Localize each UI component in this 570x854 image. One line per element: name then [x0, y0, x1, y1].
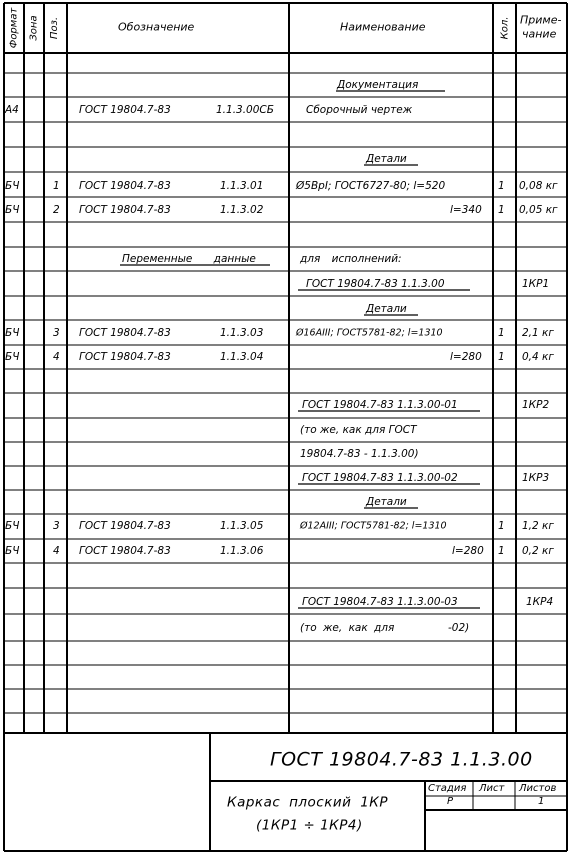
row-name: Ø16АIII; ГОСТ5781-82; l=1310 [296, 327, 443, 339]
row-designation: ГОСТ 19804.7-83 [79, 203, 171, 216]
header-zone: Зона [28, 15, 40, 41]
row-designation: ГОСТ 19804.7-83 [79, 544, 171, 557]
row-note: 1КР4 [526, 595, 554, 608]
row-position: 3 [53, 326, 60, 339]
variant-note: (то же, как для ГОСТ [300, 423, 417, 436]
row-designation: ГОСТ 19804.7-83 [79, 326, 171, 339]
row-quantity: 1 [498, 350, 505, 363]
sheets-label: Листов [519, 783, 557, 794]
row-designation-code: 1.1.3.03 [220, 326, 264, 339]
row-name: Сборочный чертеж [306, 103, 413, 116]
row-format: БЧ [5, 179, 20, 192]
variant-title: ГОСТ 19804.7-83 1.1.3.00-02 [302, 471, 458, 484]
row-designation: ГОСТ 19804.7-83 [79, 350, 171, 363]
row-note: 0,08 кг [519, 179, 558, 192]
row-note: 0,2 кг [522, 544, 554, 557]
row-name: l=340 [450, 203, 482, 216]
header-note-line1: Приме- [520, 13, 562, 27]
row-quantity: 1 [498, 203, 505, 216]
row-note: 0,05 кг [519, 203, 558, 216]
row-note: 1КР1 [522, 277, 550, 290]
header-name: Наименование [340, 20, 426, 34]
row-name: l=280 [450, 350, 482, 363]
row-format: БЧ [5, 544, 20, 557]
row-note: 0,4 кг [522, 350, 554, 363]
row-quantity: 1 [498, 326, 505, 339]
product-variants: (1КР1 ÷ 1КР4) [256, 817, 363, 834]
row-designation-code: 1.1.3.00СБ [216, 103, 274, 116]
row-quantity: 1 [498, 179, 505, 192]
row-designation: ГОСТ 19804.7-83 [79, 519, 171, 532]
variant-note: 19804.7-83 - 1.1.3.00) [300, 447, 419, 460]
row-format: БЧ [5, 203, 20, 216]
variant-title: ГОСТ 19804.7-83 1.1.3.00-03 [302, 595, 458, 608]
header-position: Поз. [49, 16, 61, 40]
row-designation-code: 1.1.3.05 [220, 519, 264, 532]
section-heading: Детали [366, 302, 407, 315]
row-note: 2,1 кг [522, 326, 554, 339]
row-position: 3 [53, 519, 60, 532]
row-designation-code: 1.1.3.04 [220, 350, 264, 363]
header-note-line2: чание [522, 27, 557, 41]
variant-title: ГОСТ 19804.7-83 1.1.3.00-01 [302, 398, 458, 411]
section-heading: Детали [366, 495, 407, 508]
section-heading: Детали [366, 152, 407, 165]
row-position: 2 [53, 203, 60, 216]
row-note: 1КР3 [522, 471, 550, 484]
row-quantity: 1 [498, 544, 505, 557]
row-name: Ø5ВрI; ГОСТ6727-80; l=520 [296, 179, 446, 192]
row-quantity: 1 [498, 519, 505, 532]
row-designation-code: 1.1.3.02 [220, 203, 264, 216]
sheets-value: 1 [538, 796, 545, 807]
row-position: 1 [53, 179, 60, 192]
variant-note-suffix: -02) [448, 621, 470, 634]
row-note: 1,2 кг [522, 519, 554, 532]
row-format: А4 [5, 103, 19, 116]
row-designation-code: 1.1.3.01 [220, 179, 264, 192]
product-name: Каркас плоский 1КР [227, 794, 389, 811]
stage-label: Стадия [428, 783, 467, 794]
row-format: БЧ [5, 326, 20, 339]
document-number: ГОСТ 19804.7-83 1.1.3.00 [270, 748, 533, 771]
row-format: БЧ [5, 519, 20, 532]
row-designation: ГОСТ 19804.7-83 [79, 103, 171, 116]
variant-title: ГОСТ 19804.7-83 1.1.3.00 [306, 277, 445, 290]
row-format: БЧ [5, 350, 20, 363]
sheet-label: Лист [479, 783, 505, 794]
header-format: Формат [7, 7, 19, 49]
stage-value: Р [447, 796, 454, 807]
row-designation: ГОСТ 19804.7-83 [79, 179, 171, 192]
variant-note: (то же, как для [300, 621, 395, 634]
row-note: 1КР2 [522, 398, 550, 411]
section-heading: Документация [337, 78, 419, 91]
header-designation: Обозначение [118, 20, 195, 34]
variable-data-heading-cont: для исполнений: [300, 252, 402, 265]
header-quantity: Кол. [498, 16, 510, 40]
variable-data-heading: Переменные данные [122, 252, 256, 265]
row-position: 4 [53, 350, 60, 363]
row-position: 4 [53, 544, 60, 557]
row-name: l=280 [452, 544, 484, 557]
row-name: Ø12АIII; ГОСТ5781-82; l=1310 [300, 520, 447, 532]
row-designation-code: 1.1.3.06 [220, 544, 264, 557]
